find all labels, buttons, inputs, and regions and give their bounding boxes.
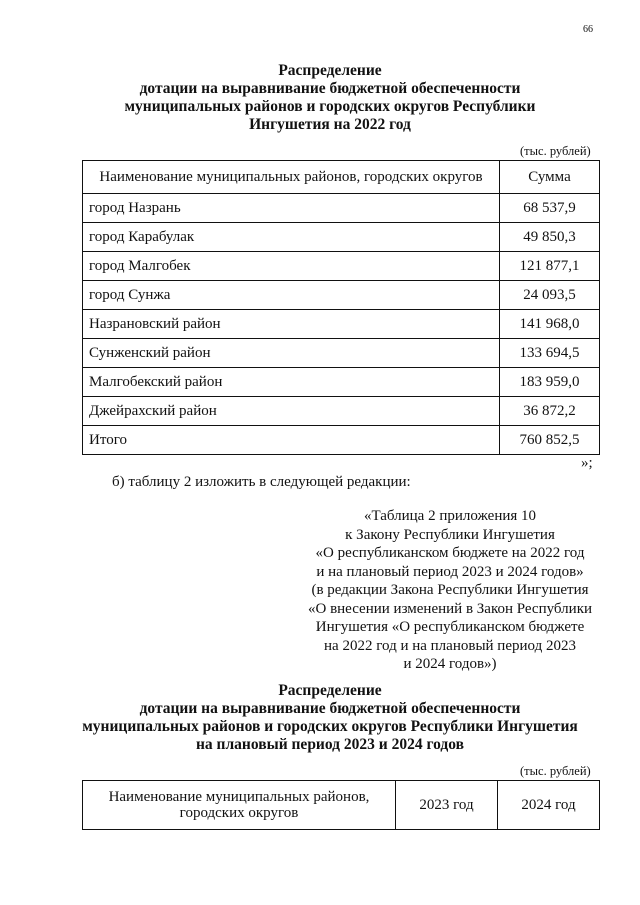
- row-sum: 68 537,9: [500, 194, 600, 223]
- total-label: Итого: [83, 426, 500, 455]
- units-label: (тыс. рублей): [520, 764, 591, 778]
- table-row: [83, 252, 600, 281]
- table-row: [83, 310, 600, 339]
- distribution-table-2022: [82, 160, 600, 455]
- total-row: [83, 426, 600, 455]
- title-line: дотации на выравнивание бюджетной обеспеченности: [139, 80, 521, 97]
- table2-header-block: [275, 507, 625, 674]
- row-name: Джейрахский район: [83, 397, 500, 426]
- column-header-name: [83, 781, 396, 830]
- distribution-table-2023-2024: [82, 780, 600, 830]
- header-line: (в редакции Закона Республики Ингушетия: [311, 582, 589, 598]
- title-line: Ингушетия на 2022 год: [249, 116, 411, 133]
- title-line: дотации на выравнивание бюджетной обеспеченности: [139, 700, 521, 717]
- row-sum: 24 093,5: [500, 281, 600, 310]
- row-sum: 183 959,0: [500, 368, 600, 397]
- title-line: на плановый период 2023 и 2024 годов: [196, 736, 464, 753]
- table-header-row: [83, 161, 600, 194]
- row-name: город Сунжа: [83, 281, 500, 310]
- row-sum: 49 850,3: [500, 223, 600, 252]
- title-line: Распределение: [278, 682, 382, 699]
- header-line: на 2022 год и на плановый период 2023: [324, 637, 576, 654]
- table1-title: [80, 62, 580, 134]
- row-name: Назрановский район: [83, 310, 500, 339]
- row-name: город Малгобек: [83, 252, 500, 281]
- page-number: 66: [583, 24, 593, 35]
- table-row: [83, 397, 600, 426]
- header-name-line: городских округов: [179, 805, 299, 821]
- column-header-sum: Сумма: [500, 161, 600, 194]
- row-name: Малгобекский район: [83, 368, 500, 397]
- row-sum: 121 877,1: [500, 252, 600, 281]
- table-row: [83, 194, 600, 223]
- title-line: муниципальных районов и городских округов Республики Ингушетия: [82, 718, 578, 735]
- table-row: [83, 368, 600, 397]
- row-name: город Карабулак: [83, 223, 500, 252]
- total-sum: 760 852,5: [500, 426, 600, 455]
- row-name: Сунженский район: [83, 339, 500, 368]
- closing-quote: »;: [581, 455, 593, 471]
- header-line: «О республиканском бюджете на 2022 год: [315, 545, 585, 561]
- header-line: Ингушетия «О республиканском бюджете: [315, 619, 585, 635]
- table-row: [83, 339, 600, 368]
- title-line: Распределение: [278, 62, 382, 79]
- header-line: и на плановый период 2023 и 2024 годов»: [316, 563, 584, 580]
- header-name-line: Наименование муниципальных районов,: [108, 789, 370, 805]
- table-row: [83, 281, 600, 310]
- column-header-name: Наименование муниципальных районов, городских округов: [83, 161, 500, 194]
- units-label: (тыс. рублей): [520, 144, 591, 158]
- column-header-2023: 2023 год: [396, 781, 498, 830]
- column-header-2024: 2024 год: [498, 781, 600, 830]
- row-sum: 133 694,5: [500, 339, 600, 368]
- table-header-row: [83, 781, 600, 830]
- header-line: «Таблица 2 приложения 10: [363, 508, 537, 524]
- table2-title: [70, 682, 590, 754]
- title-line: муниципальных районов и городских округов Республики: [124, 98, 536, 115]
- header-line: «О внесении изменений в Закон Республики: [307, 600, 593, 617]
- row-sum: 141 968,0: [500, 310, 600, 339]
- header-line: и 2024 годов»): [403, 656, 497, 672]
- table-row: [83, 223, 600, 252]
- instruction-text: б) таблицу 2 изложить в следующей редакции:: [112, 474, 411, 490]
- header-line: к Закону Республики Ингушетия: [345, 526, 555, 543]
- row-sum: 36 872,2: [500, 397, 600, 426]
- row-name: город Назрань: [83, 194, 500, 223]
